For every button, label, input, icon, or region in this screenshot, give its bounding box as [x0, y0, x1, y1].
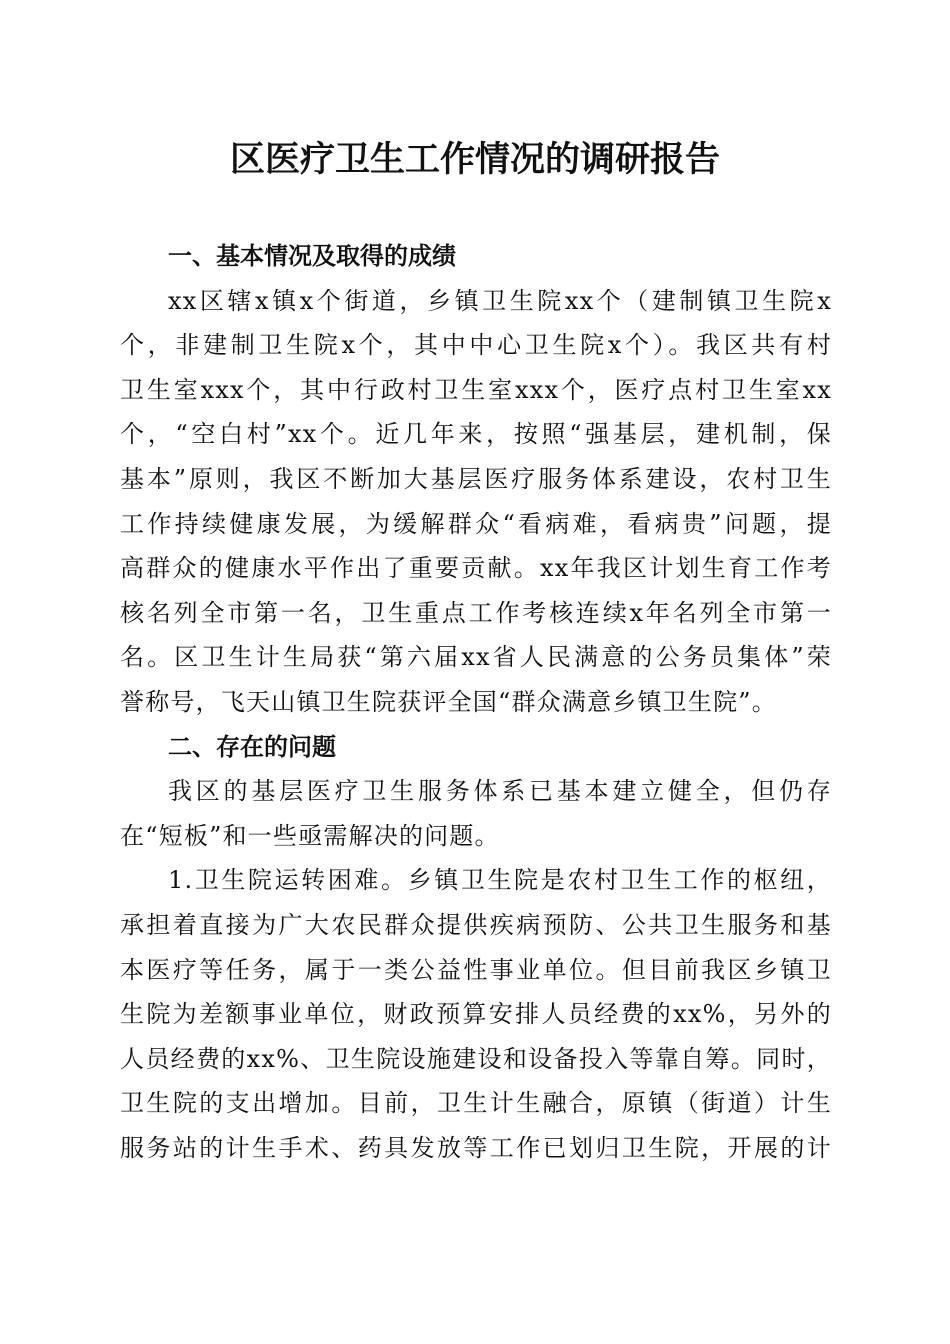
- paragraph-line: 承担着直接为广大农民群众提供疾病预防、公共卫生服务和基: [120, 910, 832, 939]
- paragraph-line: 服务站的计生手术、药具发放等工作已划归卫生院，开展的计: [120, 1133, 832, 1162]
- paragraph-line: 本医疗等任务，属于一类公益性事业单位。但目前我区乡镇卫: [120, 955, 832, 984]
- paragraph-line: 卫生室xxx个，其中行政村卫生室xxx个，医疗点村卫生室xx: [120, 375, 832, 404]
- paragraph-line: 卫生院的支出增加。目前，卫生计生融合，原镇（街道）计生: [120, 1089, 832, 1118]
- document-body: [120, 234, 832, 1170]
- paragraph-line: 高群众的健康水平作出了重要贡献。xx年我区计划生育工作考: [120, 554, 832, 583]
- paragraph-line: 工作持续健康发展，为缓解群众“看病难，看病贵”问题，提: [120, 509, 832, 538]
- paragraph-line: 生院为差额事业单位，财政预算安排人员经费的xx%，另外的: [120, 1000, 832, 1029]
- paragraph-basic-situation: [120, 279, 832, 725]
- paragraph-line: 1.卫生院运转困难。乡镇卫生院是农村卫生工作的枢纽，: [168, 866, 832, 895]
- paragraph-line: 基本”原则，我区不断加大基层医疗服务体系建设，农村卫生: [120, 464, 832, 493]
- paragraph-line: 人员经费的xx%、卫生院设施建设和设备投入等靠自筹。同时，: [120, 1044, 832, 1073]
- paragraph-line: 核名列全市第一名，卫生重点工作考核连续x年名列全市第一: [120, 598, 832, 627]
- paragraph-line: xx区辖x镇x个街道，乡镇卫生院xx个（建制镇卫生院x: [168, 286, 832, 315]
- paragraph-line: 名。区卫生计生局获“第六届xx省人民满意的公务员集体”荣: [120, 643, 832, 672]
- paragraph-line: 在“短板”和一些亟需解决的问题。: [120, 821, 500, 850]
- document-title: 区医疗卫生工作情况的调研报告: [229, 139, 720, 180]
- paragraph-problems-intro: [120, 769, 832, 858]
- paragraph-line: 个，非建制卫生院x个，其中中心卫生院x个）。我区共有村: [120, 331, 832, 360]
- section-heading-basic-situation: 一、基本情况及取得的成绩: [168, 242, 456, 270]
- paragraph-line: 誉称号，飞天山镇卫生院获评全国“群众满意乡镇卫生院”。: [120, 687, 777, 716]
- paragraph-line: 个，“空白村”xx个。近几年来，按照“强基层，建机制，保: [120, 420, 832, 449]
- paragraph-line: 我区的基层医疗卫生服务体系已基本建立健全，但仍存: [168, 777, 832, 806]
- paragraph-problem-item-1: [120, 858, 832, 1170]
- section-heading-existing-problems: 二、存在的问题: [168, 732, 336, 761]
